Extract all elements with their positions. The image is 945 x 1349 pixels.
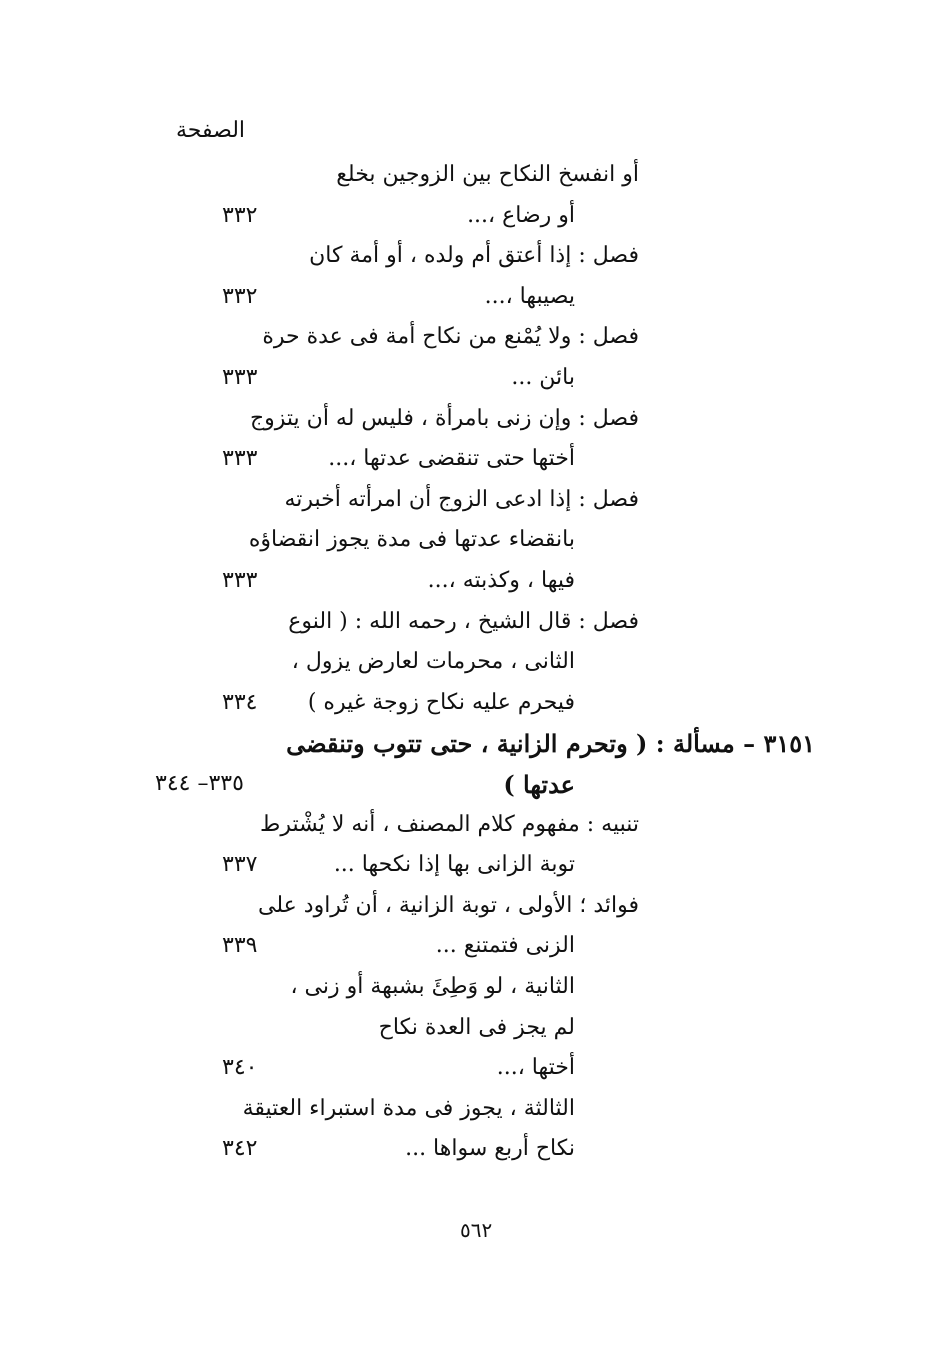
index-entry-text: فيها ، وكذبته ،...	[427, 568, 575, 593]
index-entry-page: ٣٣٣	[222, 446, 258, 471]
index-entry-text: ٣١٥١ – مسألة : ( وتحرم الزانية ، حتى تتوب وتنقضى	[286, 729, 815, 758]
index-entry-text: يصيبها ،...	[484, 284, 575, 309]
index-entry-text: أختها ،...	[496, 1055, 575, 1080]
index-entry-text: فيحرم عليه نكاح زوجة غيره )	[307, 690, 575, 715]
index-entry-text: فصل : إذا ادعى الزوج أن امرأته أخبرته	[284, 487, 639, 512]
index-entry-text: بائن ...	[511, 365, 575, 390]
index-entry-text: أختها حتى تنقضى عدتها ،...	[328, 446, 575, 471]
index-entry-text: فوائد ؛ الأولى ، توبة الزانية ، أن تُراود على	[258, 893, 639, 918]
index-entry-text: فصل : ولا يُمْنع من نكاح أمة فى عدة حرة	[262, 324, 639, 349]
index-entry-text: فصل : قال الشيخ ، رحمه الله : ( النوع	[288, 609, 639, 634]
index-entry-page: ٣٣٩	[222, 933, 258, 958]
index-entry-text: الثانية ، لو وَطِئَ بشبهة أو زنى ،	[290, 974, 575, 999]
index-entry-text: عدتها )	[503, 770, 575, 799]
index-entry-text: الثانى ، محرمات لعارض يزول ،	[291, 649, 575, 674]
index-entry-text: توبة الزانى بها إذا نكحها ...	[333, 852, 575, 877]
index-entry-text: فصل : وإن زنى بامرأة ، فليس له أن يتزوج	[249, 406, 639, 431]
index-entry-page: ٣٣٢	[222, 284, 258, 309]
index-entry-text: لم يجز فى العدة نكاح	[378, 1015, 575, 1040]
index-entry-page: ٣٣٧	[222, 852, 258, 877]
index-entry-page: ٣٣٣	[222, 365, 258, 390]
index-entry-text: الزنى فتمتنع ...	[435, 933, 575, 958]
index-entry-page: ٣٤٢	[222, 1136, 258, 1161]
index-entry-text: نكاح أربع سواها ...	[405, 1136, 575, 1161]
index-entry-text: بانقضاء عدتها فى مدة يجوز انقضاؤه	[248, 527, 575, 552]
index-entry-text: الثالثة ، يجوز فى مدة استبراء العتيقة	[242, 1096, 575, 1121]
index-entry-page: ٣٣٥– ٣٤٤	[155, 771, 244, 796]
index-entry-text: أو رضاع ،...	[467, 203, 575, 228]
index-entry-text: تنبيه : مفهوم كلام المصنف ، أنه لا يُشْترط	[259, 812, 639, 837]
index-entry-page: ٣٣٣	[222, 568, 258, 593]
index-entry-page: ٣٣٢	[222, 203, 258, 228]
page-column-header: الصفحة	[176, 118, 246, 143]
index-entry-page: ٣٤٠	[222, 1055, 258, 1080]
page-number: ٥٦٢	[460, 1218, 493, 1242]
index-entry-text: فصل : إذا أعتق أم ولده ، أو أمة كان	[309, 243, 639, 268]
index-entry-page: ٣٣٤	[222, 690, 258, 715]
index-entry-text: أو انفسخ النكاح بين الزوجين بخلع	[336, 162, 639, 187]
